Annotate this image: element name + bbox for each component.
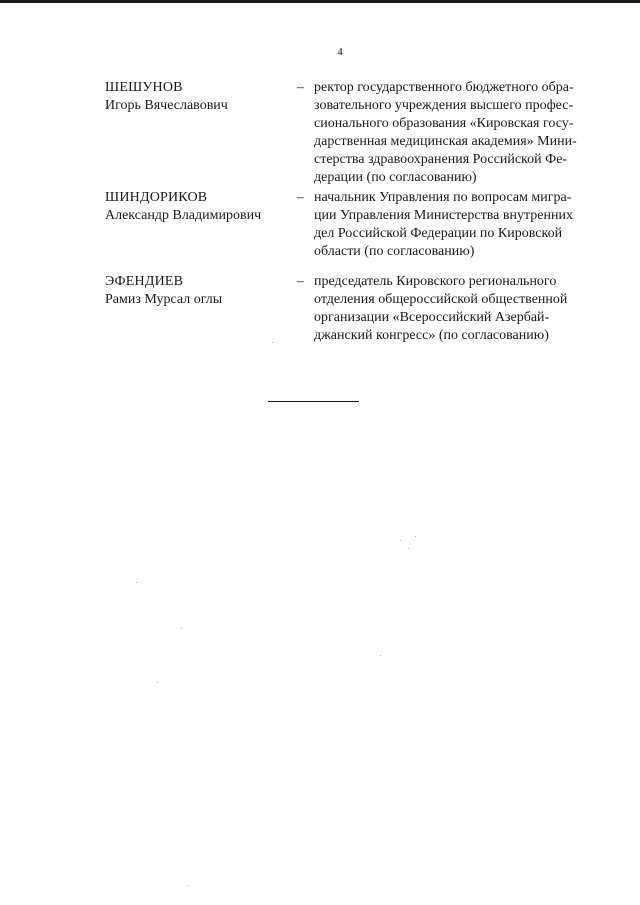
scan-speck [408,548,409,549]
page-number: 4 [337,46,343,58]
member-position: председатель Кировского регионального отделения общероссийской общественной организации «Всероссийский Азербай- джанский конгресс» (по согласованию) [314,274,568,343]
scan-speck [157,682,158,683]
end-of-list-line [268,401,359,402]
scan-speck [187,885,188,886]
member-name [105,273,290,309]
member-list [0,79,640,383]
member-surname: ЭФЕНДИЕВ [105,274,184,289]
member-entry [0,79,640,189]
member-position: ректор государственного бюджетного обра- зовательного учреждения высшего профес- сионального образования «Кировская госу- дарственная медицинская академия» Мини- стерства здравоохранения Российской Фе- дерации (по согласованию) [314,80,577,185]
scan-speck [272,342,273,343]
scan-speck [415,536,416,537]
top-border-line [0,0,640,3]
scan-speck [400,540,401,541]
entry-dash: – [297,80,304,95]
scan-speck [181,628,182,629]
member-name [105,79,290,115]
member-entry [0,273,640,383]
member-position: начальник Управления по вопросам мигра- ции Управления Министерства внутренних дел Российской Федерации по Кировской области (по согласованию) [314,190,573,259]
member-given-names: Рамиз Мурсал оглы [105,292,223,307]
scan-speck [136,582,137,583]
entry-dash: – [297,190,304,205]
entry-dash: – [297,274,304,289]
member-surname: ШЕШУНОВ [105,80,183,95]
member-given-names: Игорь Вячеславович [105,98,228,113]
member-given-names: Александр Владимирович [105,208,262,223]
member-surname: ШИНДОРИКОВ [105,190,208,205]
member-entry [0,189,640,273]
scan-speck [380,655,381,656]
member-name [105,189,290,225]
